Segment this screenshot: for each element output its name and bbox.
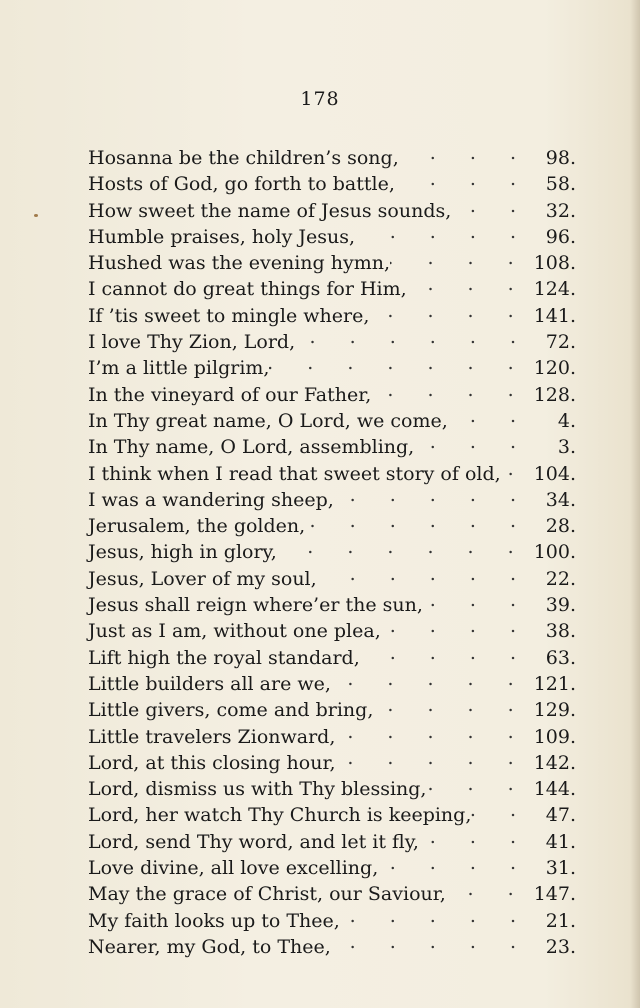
dot-leader — [340, 905, 536, 927]
hymn-number: 98. — [545, 147, 576, 169]
index-row — [88, 405, 576, 431]
index-row — [88, 589, 576, 615]
index-row — [88, 615, 576, 641]
hymn-number: 41. — [545, 830, 576, 853]
hymn-title: Lift high the royal standard, — [88, 646, 360, 669]
hymn-number: 23. — [545, 935, 576, 958]
hymn-number: 21. — [545, 909, 576, 932]
hymn-number: 3. — [557, 436, 576, 459]
dot-leader — [355, 221, 536, 243]
hymn-title: Hushed was the evening hymn, — [88, 252, 391, 275]
hymn-title: Lord, her watch Thy Church is keeping, — [88, 804, 472, 827]
index-row — [88, 721, 576, 747]
hymn-title: Jesus, high in glory, — [88, 541, 277, 564]
hymn-number: 22. — [545, 567, 576, 590]
index-row — [88, 352, 576, 378]
hymn-number: 100. — [533, 541, 576, 564]
index-row — [88, 536, 576, 562]
dot-leader — [451, 195, 536, 217]
hymn-title: I think when I read that sweet story of old, — [88, 462, 501, 485]
page-edge-shadow — [630, 0, 640, 1008]
hymn-number: 104. — [533, 462, 576, 485]
hymn-title: Humble praises, holy Jesus, — [88, 225, 355, 248]
hymn-title: In Thy great name, O Lord, we come, — [88, 409, 448, 432]
dot-leader — [371, 379, 533, 401]
hymn-number: 72. — [545, 331, 576, 354]
index-row — [88, 168, 576, 194]
hymn-title: Little travelers Zionward, — [88, 725, 336, 748]
dot-leader — [336, 747, 534, 769]
hymn-title: Lord, at this closing hour, — [88, 751, 336, 774]
dot-leader — [369, 300, 533, 322]
index-row — [88, 431, 576, 457]
dot-leader — [381, 615, 536, 637]
index-row — [88, 247, 576, 273]
hymn-title: May the grace of Christ, our Saviour, — [88, 883, 446, 906]
dot-leader — [317, 563, 536, 585]
hymn-number: 58. — [545, 173, 576, 196]
dot-leader — [378, 852, 536, 874]
dot-leader — [414, 431, 536, 453]
hymn-title: In the vineyard of our Father, — [88, 383, 372, 406]
hymn-title: I love Thy Zion, Lord, — [88, 331, 296, 354]
hymn-number: 124. — [533, 278, 576, 301]
hymn-number: 147. — [533, 883, 576, 906]
dot-leader — [334, 484, 536, 506]
dot-leader — [399, 142, 536, 164]
index-row — [88, 300, 576, 326]
hymn-title: Hosanna be the children’s song, — [88, 147, 399, 169]
index-row — [88, 931, 576, 957]
index-row — [88, 142, 576, 168]
dot-leader — [331, 931, 536, 953]
index-row — [88, 195, 576, 221]
dot-leader — [501, 458, 534, 480]
hymn-title: If ’tis sweet to mingle where, — [88, 304, 370, 327]
dot-leader — [331, 668, 534, 690]
hymn-title: Lord, send Thy word, and let it fly, — [88, 830, 419, 853]
hymn-title: I cannot do great things for Him, — [88, 278, 407, 301]
dot-leader — [360, 642, 536, 664]
index-row — [88, 799, 576, 825]
hymn-title: In Thy name, O Lord, assembling, — [88, 436, 415, 459]
index-row — [88, 668, 576, 694]
hymn-number: 28. — [545, 515, 576, 538]
dot-leader — [295, 326, 536, 348]
hymn-title: My faith looks up to Thee, — [88, 909, 340, 932]
hymn-number: 32. — [545, 199, 576, 222]
page-number: 178 — [300, 88, 340, 110]
index-row — [88, 826, 576, 852]
index-row — [88, 773, 576, 799]
paper-speck — [34, 214, 38, 217]
index-row — [88, 563, 576, 589]
dot-leader — [419, 826, 536, 848]
index-row — [88, 852, 576, 878]
dot-leader — [277, 536, 534, 558]
index-row — [88, 458, 576, 484]
index-row — [88, 694, 576, 720]
hymn-number: 38. — [545, 620, 576, 643]
hymn-number: 63. — [545, 646, 576, 669]
hymn-number: 120. — [533, 357, 576, 380]
hymn-title: How sweet the name of Jesus sounds, — [88, 199, 452, 222]
hymn-number: 142. — [533, 751, 576, 774]
hymn-number: 129. — [533, 699, 576, 722]
hymn-number: 47. — [545, 804, 576, 827]
index-row — [88, 747, 576, 773]
hymn-number: 31. — [545, 857, 576, 880]
hymn-title: I’m a little pilgrim, — [88, 357, 270, 380]
dot-leader — [395, 168, 536, 190]
dot-leader — [335, 721, 533, 743]
index-row — [88, 878, 576, 904]
hymn-index-list — [88, 142, 576, 957]
hymn-number: 108. — [533, 252, 576, 275]
hymn-number: 121. — [533, 672, 576, 695]
dot-leader — [390, 247, 534, 269]
hymn-title: Jesus shall reign where’er the sun, — [88, 594, 423, 617]
index-row — [88, 642, 576, 668]
dot-leader — [305, 510, 536, 532]
hymn-number: 109. — [533, 725, 576, 748]
index-row — [88, 484, 576, 510]
hymn-number: 96. — [545, 225, 576, 248]
index-row — [88, 510, 576, 536]
hymn-title: Hosts of God, go forth to battle, — [88, 173, 395, 196]
hymn-title: Jerusalem, the golden, — [88, 515, 306, 538]
index-row — [88, 379, 576, 405]
dot-leader — [446, 878, 534, 900]
dot-leader — [407, 273, 534, 295]
hymn-title: Love divine, all love excelling, — [88, 857, 379, 880]
dot-leader — [448, 405, 536, 427]
dot-leader — [269, 352, 533, 374]
dot-leader — [426, 773, 533, 795]
index-row — [88, 905, 576, 931]
hymn-number: 39. — [545, 594, 576, 617]
dot-leader — [423, 589, 536, 611]
hymn-title: Lord, dismiss us with Thy blessing, — [88, 778, 427, 801]
index-row — [88, 326, 576, 352]
dot-leader — [373, 694, 533, 716]
hymn-title: Little givers, come and bring, — [88, 699, 374, 722]
hymn-number: 141. — [533, 304, 576, 327]
index-row — [88, 273, 576, 299]
hymn-number: 144. — [533, 778, 576, 801]
hymn-number: 128. — [533, 383, 576, 406]
hymn-number: 4. — [557, 409, 576, 432]
hymn-title: Just as I am, without one plea, — [88, 620, 381, 643]
hymn-title: I was a wandering sheep, — [88, 488, 334, 511]
dot-leader — [471, 799, 536, 821]
hymn-title: Jesus, Lover of my soul, — [88, 567, 317, 590]
hymn-title: Nearer, my God, to Thee, — [88, 935, 331, 958]
hymn-title: Little builders all are we, — [88, 672, 331, 695]
hymn-number: 34. — [545, 488, 576, 511]
index-row — [88, 221, 576, 247]
